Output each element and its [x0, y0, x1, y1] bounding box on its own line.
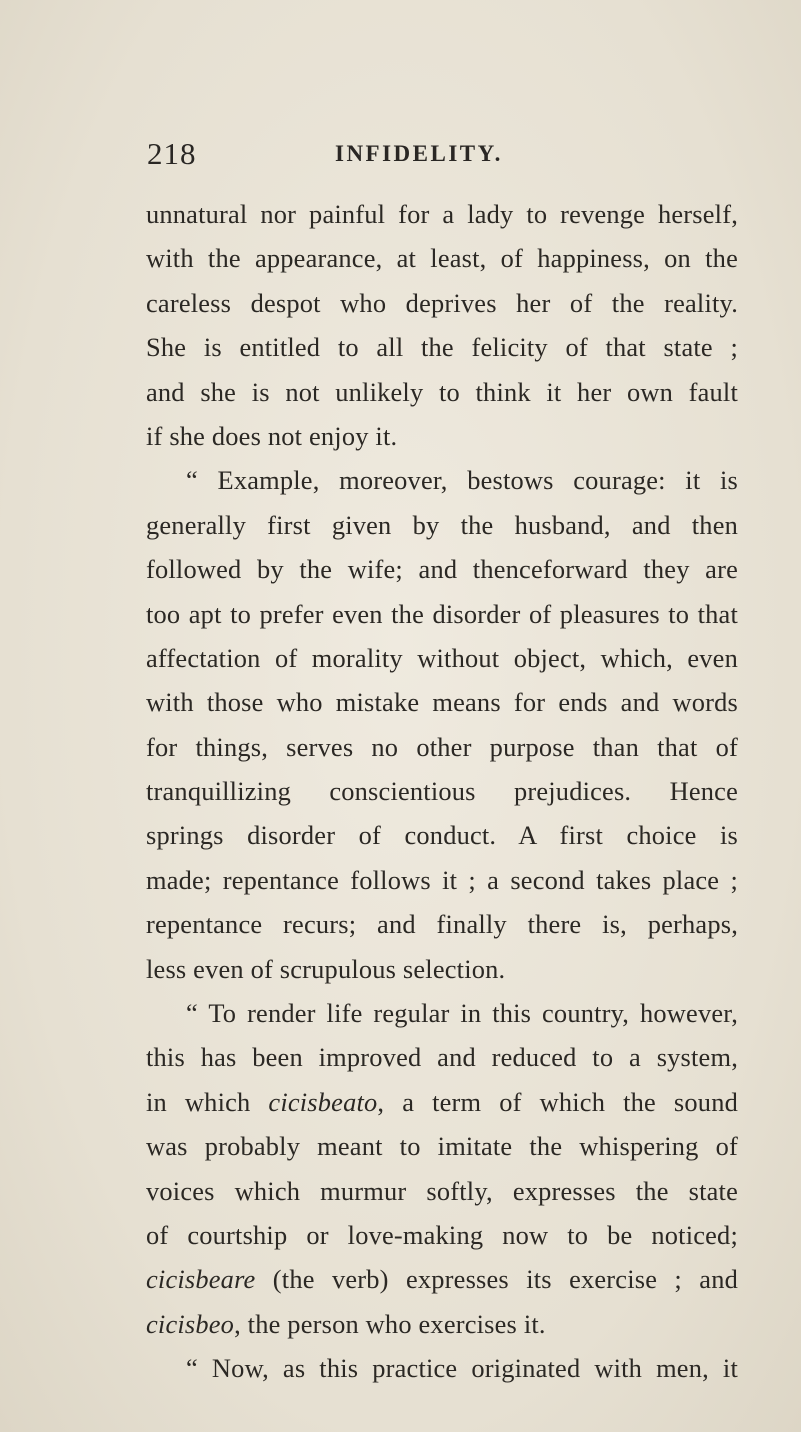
- page-number: 218: [147, 136, 197, 171]
- text-line: of courtship or love-making now to be noticed;: [146, 1219, 738, 1250]
- text-line: with the appearance, at least, of happiness, on the: [146, 243, 738, 274]
- paragraph-start-line: “ Now, as this practice originated with men, it: [186, 1353, 738, 1384]
- text-line: unnatural nor painful for a lady to revenge herself,: [146, 199, 738, 229]
- text-line: voices which murmur softly, expresses the state: [146, 1175, 738, 1206]
- italic-term: cicisbeato: [268, 1086, 378, 1117]
- line-segment: (the verb) expresses its exercise ; and: [255, 1264, 738, 1295]
- text-line: followed by the wife; and thenceforward they are: [146, 554, 738, 585]
- line-segment: in which: [146, 1086, 269, 1117]
- line-segment: , a term of which the sound: [377, 1086, 738, 1117]
- body-text: [146, 192, 738, 1391]
- text-line: and she is not unlikely to think it her own fault: [146, 376, 738, 407]
- text-line: She is entitled to all the felicity of that state ;: [146, 332, 738, 363]
- text-line: for things, serves no other purpose than that of: [146, 731, 738, 762]
- text-line: was probably meant to imitate the whispering of: [146, 1131, 738, 1162]
- text-line: generally first given by the husband, and then: [146, 509, 738, 540]
- page-header: [147, 136, 747, 176]
- text-line-with-italic: [146, 1257, 738, 1301]
- text-line: repentance recurs; and finally there is, perhaps,: [146, 909, 738, 940]
- italic-term: cicisbeare: [146, 1264, 256, 1295]
- text-line-with-italic: [146, 1080, 738, 1124]
- text-line: springs disorder of conduct. A first choice is: [146, 820, 738, 851]
- paragraph-start-line: “ Example, moreover, bestows courage: it is: [186, 465, 738, 496]
- line-segment: , the person who exercises it.: [234, 1308, 546, 1339]
- text-line: this has been improved and reduced to a system,: [146, 1042, 738, 1073]
- paragraph-end-line-with-italic: [146, 1302, 738, 1346]
- running-head: INFIDELITY.: [335, 141, 503, 166]
- paragraph-end-line: less even of scrupulous selection.: [146, 953, 506, 984]
- text-line: careless despot who deprives her of the reality.: [146, 287, 738, 318]
- italic-term: cicisbeo: [146, 1308, 235, 1339]
- paragraph-start-line: “ To render life regular in this country, however,: [186, 998, 738, 1029]
- text-line: tranquillizing conscientious prejudices. Hence: [146, 776, 738, 807]
- paragraph-end-line: if she does not enjoy it.: [146, 420, 398, 451]
- text-line: made; repentance follows it ; a second takes place ;: [146, 864, 738, 895]
- text-line: with those who mistake means for ends and words: [146, 687, 738, 718]
- text-line: affectation of morality without object, which, even: [146, 642, 738, 673]
- text-line: too apt to prefer even the disorder of pleasures to that: [146, 598, 738, 629]
